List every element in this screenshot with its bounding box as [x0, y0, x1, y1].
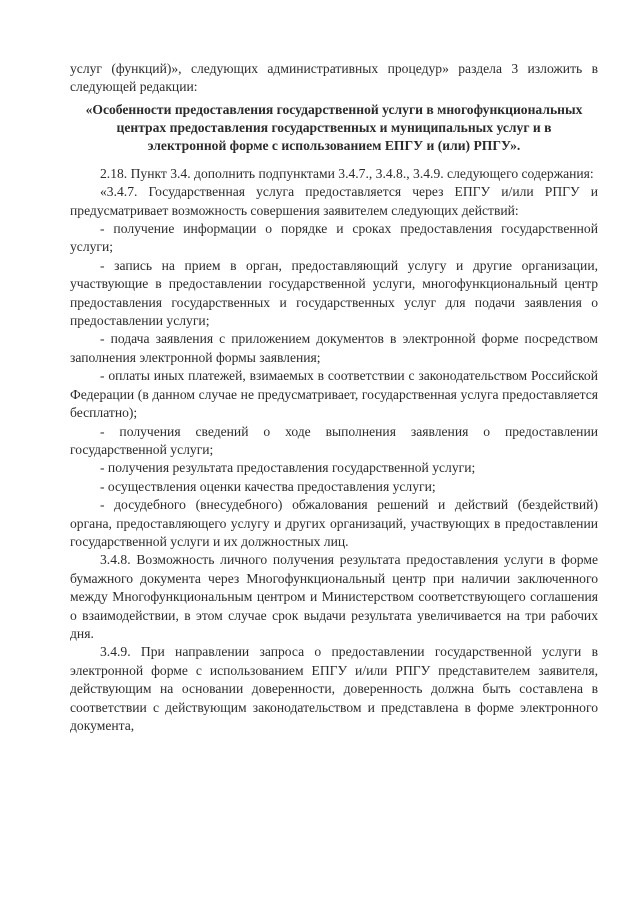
list-item: - запись на прием в орган, предоставляющий услугу и другие организации, участвующие в предоставлении государственной услуги, многофункциональный центр предоставления государственных и государственных услуг для подачи заявления о предоставлении услуги; [70, 257, 598, 329]
intro-paragraph: услуг (функций)», следующих административных процедур» раздела 3 изложить в следующей редакции: [70, 61, 598, 95]
paragraph-3-4-8: 3.4.8. Возможность личного получения результата предоставления услуги в форме бумажного документа через Многофункциональный центр при наличии заключенного между Многофункциональным центром и Министерством соответствующего соглашения о взаимодействии, в этом случае срок выдачи результата увеличивается на три рабочих дня. [70, 552, 598, 641]
document-page [70, 60, 598, 735]
list-item: - получения результата предоставления государственной услуги; [100, 460, 476, 476]
paragraph-3-4-7: «3.4.7. Государственная услуга предоставляется через ЕПГУ и/или РПГУ и предусматривает возможность совершения заявителем следующих действий: [70, 184, 598, 218]
list-item: - досудебного (внесудебного) обжалования решений и действий (бездействий) органа, предоставляющего услугу и других организаций, участвующих в предоставлении государственной услуги и их должностных лиц. [70, 497, 598, 549]
paragraph-3-4-9: 3.4.9. При направлении запроса о предоставлении государственной услуги в электронной форме с использованием ЕПГУ и/или РПГУ представителем заявителя, действующим на основании доверенности, доверенность должна быть составлена в соответствии с действующим законодательством и представлена в форме электронного документа, [70, 644, 598, 733]
list-item: - осуществления оценки качества предоставления услуги; [100, 478, 436, 494]
list-item: - получение информации о порядке и сроках предоставления государственной услуги; [70, 221, 598, 255]
list-item: - подача заявления с приложением документов в электронной форме посредством заполнения электронной формы заявления; [70, 331, 598, 365]
list-item: - оплаты иных платежей, взимаемых в соответствии с законодательством Российской Федерации (в данном случае не предусматривает, государственная услуга предоставляется бесплатно); [70, 368, 598, 421]
paragraph-2-18: 2.18. Пункт 3.4. дополнить подпунктами 3.4.7., 3.4.8., 3.4.9. следующего содержания: [100, 165, 594, 181]
section-heading: «Особенности предоставления государственной услуги в многофункциональных центрах предоставления государственных и муниципальных услуг и в электронной форме с использованием ЕПГУ и (или) РПГУ». [85, 101, 583, 153]
spacer [70, 155, 598, 165]
list-item: - получения сведений о ходе выполнения заявления о предоставлении государственной услуги; [70, 423, 598, 457]
